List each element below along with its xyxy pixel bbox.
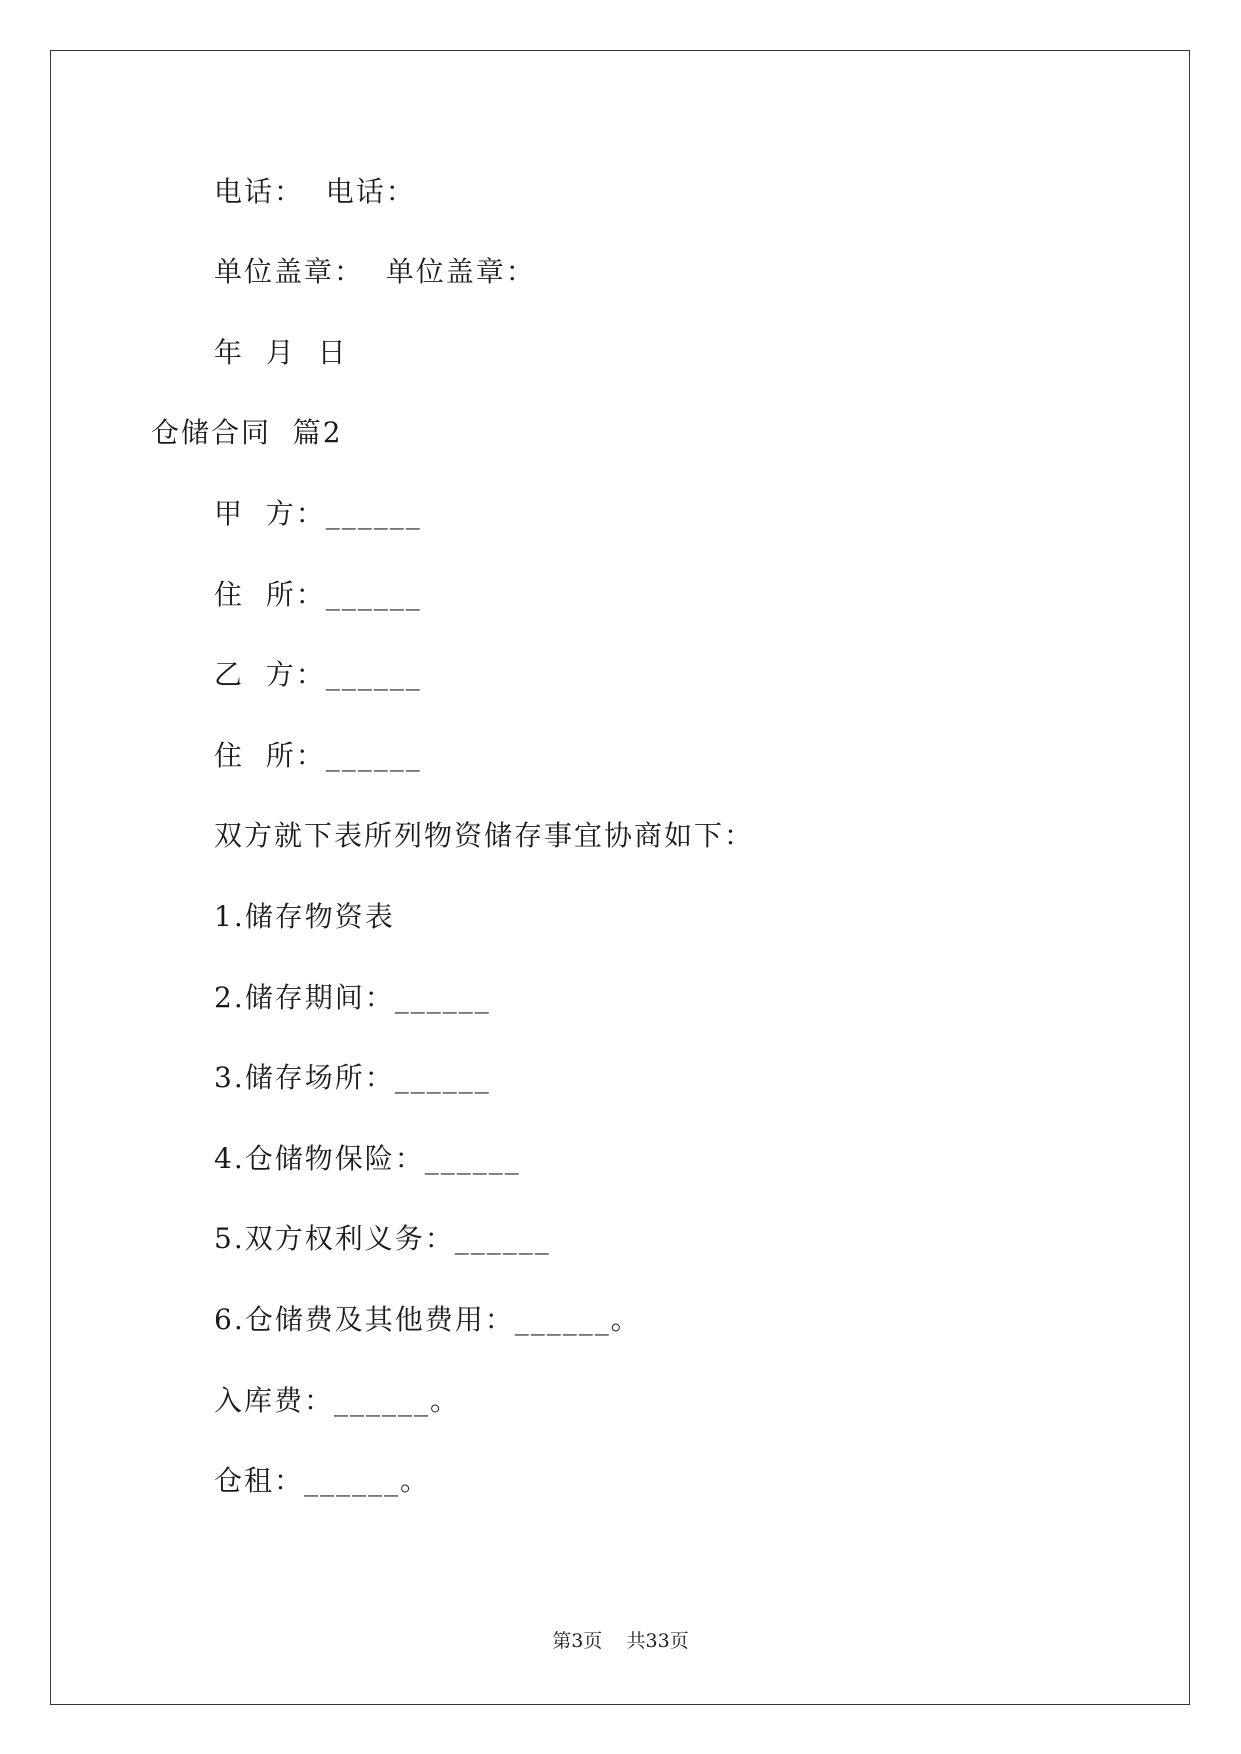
- section-heading: 仓储合同 篇2: [151, 416, 343, 449]
- page-border: [50, 50, 1190, 1705]
- warehouse-rent-line: 仓租：______。: [214, 1464, 431, 1497]
- agreement-intro: 双方就下表所列物资储存事宜协商如下：: [214, 819, 755, 852]
- party-a-line: 甲 方：______: [214, 497, 422, 530]
- page-number-footer: 第3页 共33页: [552, 1630, 689, 1652]
- clause-3: 3.储存场所：______: [214, 1061, 491, 1094]
- seal-line: 单位盖章： 单位盖章：: [214, 255, 536, 288]
- inbound-fee-line: 入库费：______。: [214, 1384, 461, 1417]
- party-a-address-line: 住 所：______: [214, 578, 422, 611]
- phone-line: 电话： 电话：: [214, 175, 416, 208]
- clause-1: 1.储存物资表: [214, 900, 395, 933]
- date-line: 年 月 日: [214, 336, 348, 369]
- clause-6: 6.仓储费及其他费用：______。: [214, 1303, 641, 1336]
- clause-4: 4.仓储物保险：______: [214, 1142, 521, 1175]
- party-b-address-line: 住 所：______: [214, 739, 422, 772]
- party-b-line: 乙 方：______: [214, 658, 422, 691]
- clause-2: 2.储存期间：______: [214, 981, 491, 1014]
- clause-5: 5.双方权利义务：______: [214, 1222, 551, 1255]
